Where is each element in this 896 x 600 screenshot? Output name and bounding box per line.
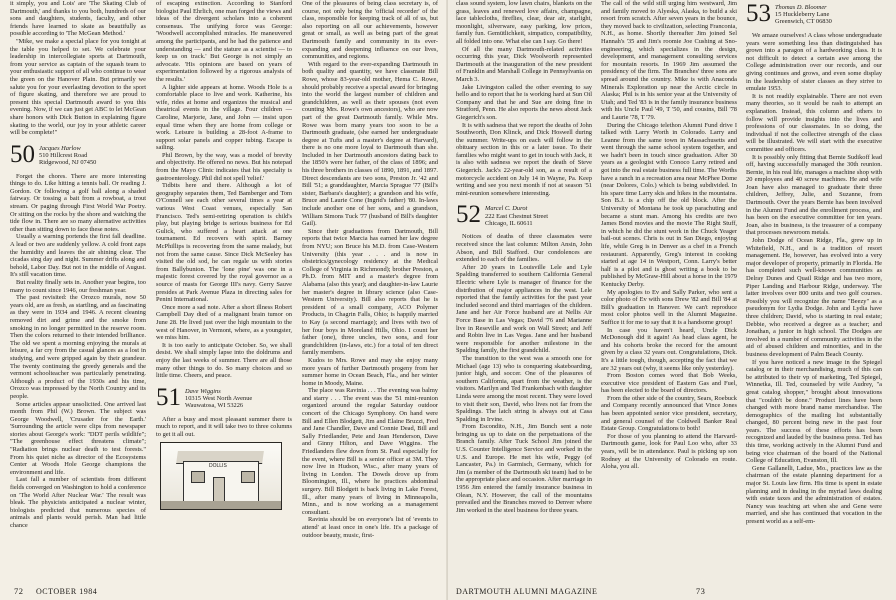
class-heading-52 — [456, 203, 592, 227]
paragraph: Some articles appear unsolicited. One arrived last month from Phil (W.) Brown. The subject was George Woodwell, 'Crusader for the Earth.' 'Surrounding the article were clips from newspaper stories about George's work: "DDT perils wildlife"; "The greenhouse effect threatens climate"; "Radiation brings nuclear death to test forests." From his quiet niche as director of the Ecosystems Center at Woods Hole George champions the environment and life. — [10, 400, 146, 476]
paragraph: John Dodge of Ocean Ridge, Fla., grew up in Whitefield, N.H., and is a tradition of resort management. He, however, has evolved into a very major developer of property, primarily in Florida. He has completed such well-known communities as Delray Dunes and Quail Ridge and has two more, Piper Landing and Harbour Ridge, underway. The latter involves over 800 units and two golf courses. Possibly you will recognize the name "Beezy" as a pseudonym for Lydia Dodge. John and Lydia have three children; David, who is starting in real estate; Debbie, who received a degree as a teacher; and Jonathan, a junior in high school. The Dodges are involved in a number of community activities in the aid of abused children and minorities, and in the business development of Palm Beach County. — [746, 237, 882, 358]
class-year: 53 — [746, 0, 771, 27]
class-secretary-info — [39, 143, 96, 167]
paragraph: If you have noticed a new image in the Spiegel catalog or in their merchandising, much of this can be attributed to their vp of marketing, Ted Spiegel, Winnetka, Ill. Ted, counseled by wife Audrey, "a great catalog shopper," brought about innovations that "couldn't be done." Product lines have been changed with more brand name merchandise. The demographics of the mailing list substantially changed, 80 percent being new in the past four years. The success of these efforts has been recognized and lauded by the business press. Ted has this time, working actively in the Alumni Fund and being vice chairman of the board of the National College of Education, Evanston, Ill. — [746, 358, 882, 465]
paragraph: The transition to the west was a smooth one for Michael (age 13) who is conquering skateboarding, junior high, and soccer. One of the pleasures of southern California, apart from the weather, is the visitors. Marilyn and Ted Frankenbach with daughter Linda were among the most recent. They were loved to visit their son, David, who lives not far from the Spaldings. The latch string is always out at Casa Spalding in Irvine. — [456, 354, 592, 423]
column-2 — [156, 0, 292, 582]
class-secretary-info — [775, 2, 832, 26]
paragraph: The place was Ravinia . . . The evening was balmy and starry . . . The event was the '51 mini-reunion organized around the regular Saturday outdoor concert of the Chicago Symphony. On hand were Bill and Ellen Blodgett, Jim and Elaine Bruzzi, Fred and Jane Chandler, Dave and Connie Dead, Bill and Sally Friedlander, Pete and Jean Henderson, Dave and Ginny Hilton, and Dave Wiggins. The Friedlanders flew down from St. Paul especially for the event, where Bill is a senior officer at 3M. They now live in Hudson, Wisc., after many years of living in London. The Dowds drove up from Bloomington, Ill., where he practices abdominal surgery. Bill Blodgett is back living in Lake Forest, Ill., after many years of living in Minneapolis, Minn., and is now working as a management consultant. — [302, 387, 438, 516]
column-6 — [746, 0, 882, 582]
paragraph: With regard to the ever-expanding Dartmouth in both quality and quantity, we have classmate Bill Rowe, whose 83-year-old mother, Hema C. Rowe, should probably receive a special award for bringing into the world the largest number of children and grandchildren, as well as their spouses (not even counting Mrs. Rowe's own ancestors), who are now part of the great Dartmouth family. While Mrs. Rowe was born many years too soon to be a Dartmouth graduate, (she earned her undergraduate degree at Tufts and a master's degree at Harvard), there is no one more loyal to Dartmouth than she. Included in her Dartmouth ancestors dating back to the 1850's were her father, of the class of 1896; and his three brothers in classes of 1890, 1891, and 1897. Direct descendants are two sons, Preston Jr. '42 and Bill '51; a granddaughter, Marcia Sprague '77 (Bill's sister, Barbara's daughter); a grandson and his wife, Bruce and Laurie Cone (Ingrid's father) '80. In-laws include another one of her sons, and a grandson, William Simons Tuck '77 (husband of Bill's daughter Gail). — [302, 60, 438, 228]
paragraph: From Boston comes word that Bob Weeks, executive vice president of Eastern Gas and Fuel, has been elected to the board of directors. — [601, 372, 737, 395]
paragraph: Of all the many Dartmouth-related activities occurring this year, Dick Woolworth represented Dartmouth at the inauguration of the new president of Franklin and Marshall College in Pennsylvania on March 3. — [456, 45, 592, 83]
class-photo — [160, 442, 282, 510]
secretary-name: Thomas D. Bloomer — [775, 4, 827, 11]
paragraph: After 20 years in Louisville Lele and Lyle Spalding transferred to southern California General Electric where Lyle is manager of finance for the distribution of major appliances in the west. Lele reported that the family activities for the past year included second and third marriages of the children. Jane and her Air Force husband are at Nellis Air Force Base in Las Vegas; David '76 and Marianne live in Reseville and work on Wall Street; and Jeff and Robin live in Las Vegas. Jane and her husband were responsible for another milestone in the Spalding family, the first grandchild. — [456, 263, 592, 355]
paragraph: Gene Gallanelli, Ladue, Mo., practices law as the chairman of the estate planning department for a major St. Louis law firm. His time is spent in estate planning and in dealing in the myriad laws dealing with estate taxes and the administration of estates. Nancy was teaching art when she and Gene were married, and she has continued that vocation in the present world as a self-em- — [746, 464, 882, 525]
secretary-name: Dave Wiggins — [185, 387, 221, 395]
secretary-address-line1: 222 East Chestnut Street — [485, 212, 549, 220]
paragraph: For those of you planning to attend the Harvard-Dartmouth game, look for Paul Loo who, after 33 years, will be in attendance. Paul is picking up son Rodney at the University of Colorado en route. Aloha, you all. — [601, 432, 737, 471]
magazine-title: DARTMOUTH ALUMNI MAGAZINE — [456, 587, 598, 596]
paragraph: Kudos to Mrs. Rowe and may she enjoy many more years of further Dartmouth progeny from her summer home in Ocean Beach, Fla., and her winter home in Moody, Maine. — [302, 356, 438, 387]
secretary-name: Marcel C. Durot — [485, 205, 528, 213]
paragraph: of escaping extinction. According to Stanford biologist Paul Ehrlich, one man forged the views and ideas of the divergent scholars into a coherent consensus. The unifying force was George: 'Woodwell accomplished miracles. He maneuvered among the participants, and he had the patience and understanding — and the stature as a scientist — to keep us on track.' But George is not simply an advocate. 'His opinions are based on years of experimentation followed by a rigorous analysis of the results.' — [156, 0, 292, 83]
class-heading-50 — [10, 140, 146, 168]
paragraph: From the other side of the country, Sears, Roebuck and Company recently announced that Vince Jones has been appointed senior vice president, secretary, and general counsel of the Coldwell Banker Real Estate Group. Congratulations to both! — [601, 394, 737, 433]
paragraph: class sound system, low lawn chairs, blankets on the grass, leaves and renewed love affairs, champagne, lace tablecloths, fireflies, clear, dear air, starlight, moonlight, silverware, easy parking, low prices, family fun. Gemütlichkeit, simpatico, compatibility, all folded into one. What else can I say. Go there! — [456, 0, 592, 45]
class-year: 50 — [10, 140, 35, 168]
paragraph: In case you haven't heard, Uncle Dick McDonough did it again! As head class agent, he and his cohorts broke the record for the amount given by a class 32 years out. Congratulations, Dick. It's a little tough, though, accepting the fact that we are 32 years out (why, it seems like only yesterday). — [601, 326, 737, 372]
paragraph: From Escondito, N.H., Jim Bunch sent a note bringing us up to date on the perpetuations of the Branch family. After Tuck School Jim joined the U.S. Counter Intelligence Service and worked in the U.S. and Europe. He met his wife, Peggy (of Lancaster, Pa.) in Garmisch, Germany, which for Jim (a member of the Dartmouth ski team) had to be the appropriate place and occasion. After marriage in 1956 Jim entered the family insurance business in Olean, N.Y. However, the call of the mountains prevailed and the Branches moved to Denver where Jim worked in the steel business for three years. — [456, 423, 592, 514]
paragraph: Since their graduations from Dartmouth, Bill reports that twice Marcia has earned her law degree from NYU; son Bruce his M.D. from Case-Western University (this year . . . and is now in obstetrics/gynecology residency at the Medical College of Virginia in Richmond); brother Preston, a Ph.D. from MIT and a master's degree from Alabama (also this year); and daughter-in-law Laurie her master's degree in library science (also Case-Western University). Bill also reports that he is president of a small company, ACO Polymer Products, in Chagrin Falls, Ohio; is happily married to Kay (a second marriage); and lives with two of her four boys in Moreland Hills, Ohio. I count her father (one), three uncles, two sons, and four grandchildren (in-laws, etc.) for a total of ten direct family members. — [302, 227, 438, 357]
right-page — [448, 0, 896, 600]
secretary-name: Jacques Harlow — [39, 144, 81, 152]
secretary-address-line1: 10315 West North Avenue — [185, 394, 253, 402]
class-heading-51 — [156, 383, 292, 411]
paragraph: Tidbits here and there. Although a lot of geography separates them, Ted Bamberger and Tom O'Connell see each other several times a year at various West Coast venues, especially San Francisco. Ted's semi-retiring operation is child's play, but playing bridge is serious business for Ed Gulick, who suffered a heart attack at one tournament. Ed recovers with spirit. Barney McPhillips is recovering from the same malady, but not from the same cause. Since Dick McSeeley has visited the old sod, he can regale us with stories from Ballybunion. The 'lone pine' was one in a majestic forest covered by the royal governor as a source of masts for George III's navy. Gerry Sauve presides at Park Avenue Plaza in directing sales for Penini International. — [156, 182, 292, 304]
paragraph: My apologies to Ev and Sally Parker, who sent a color photo of Ev with sons Drew '82 and Bill '84 at Bill's graduation in Hanover. We can't reproduce most color photos well in the Alumni Magazine. Suffice it for me to say that it is a handsome group! — [601, 288, 737, 326]
paragraph: Ravinia should be on everyone's list of 'events to attend' at least once in one's life. It's a package of outdoor beauty, music, first- — [302, 516, 438, 539]
column-4 — [456, 0, 592, 582]
paragraph: it simply, you and Lois' are 'The Skating Club of Dartmouth,' and thanks to you both, hundreds of our sons and daughters, students, faculty, and other friends have learned to skate as beautifully as possible according to 'The McGean Method.' — [10, 0, 146, 38]
paragraph: A lighter side appears at home. Woods Hole is a comfortable place to live and work. Katherine, his wife, rides at home and organizes the musical and theatrical events in the village. Four children — Caroline, Marjorie, Jane, and John — insist upon equal time when they are home from college or work. Leisure is building a 28-foot A-frame to support solar panels and copper tubing. Escape is sailing. — [156, 83, 292, 152]
paragraph: "Mike, we make a special place for you tonight at the table you helped to set. We celebrate your leadership in intercollegiate sports at Dartmouth, from your service as captain of the squash team to your enthusiastic support of all who continue to wear the green on the Hanover Plain. But primarily we salute you for your everlasting devotion to the sport of figure skating, and therefore we are proud to present this special Dartmouth award to you this evening. Now, if we can just get ABC to let McGean share honors with Dick Button in explaining figure skating to the world, our joy in your athletic career will be complete!" — [10, 37, 146, 137]
class-secretary-info — [185, 386, 252, 410]
photo-window — [241, 471, 255, 483]
left-page-footer — [14, 586, 97, 596]
class-year: 51 — [156, 383, 181, 411]
page-number: 72 — [14, 586, 24, 596]
paragraph: Usually a warning portends the first fall deadline. A lead or two are suddenly yellow. A cold front zaps the humidity and leaves the air shining clear. The cicadas sing day and night. Summer drifts along and behold, Labor Day. But not in the middle of August. It's still vacation time. — [10, 233, 146, 279]
secretary-address-line2: Wauwatosa, WI 53226 — [185, 402, 244, 410]
column-5 — [601, 0, 737, 582]
issue-date: OCTOBER 1984 — [36, 587, 98, 596]
paragraph: But reality finally sets in. Another year begins, too many to count since 1946, our freshman year. — [10, 279, 146, 294]
paragraph: It is not readily explainable. There are not even many theories, so it would be rash to attempt an explanation. Instead, this column and others to follow will provide insights into the lives and professions of our classmates. In so doing, the individual if not the collective strength of the class will be illustrated. We will start with the executive committee and officers. — [746, 92, 882, 153]
photo-door — [213, 477, 225, 503]
class-secretary-info — [485, 203, 548, 227]
paragraph: Phil Brown, by the way, was a model of brevity and objectivity. He offered no news. But his notepad from the Mayo Clinic indicates that his specialty is gastroenterology. Phil did not spell 'relief.' — [156, 151, 292, 182]
paragraph: Once more a sad note. After a short illness Robert Campbell Day died of a malignant brain tumor on June 28. He lived just over the high mountain to the west of Hanover, in Vermont, where, as a youngster, we miss him. — [156, 303, 292, 342]
secretary-address-line2: Ridgewood, NJ 07450 — [39, 159, 97, 167]
paragraph: The past revisited: the Orozco murals, now 50 years old, are as fresh, as startling, and as fascinating as they were in 1934 and 1946. A recent cleaning removed dirt and grime and the smoke from smoking in no longer permitted in the reserve room. Then the colors returned to their intended brilliance. The old we spent a morning enjoying the murals at leisure, a far cry from the casual glances as a lost in studying, and were gripped again by their grandeur. The twenty continuing the greedy generals and the vermont schoolteacher was particularly penetrating. Although a product of the 1930s and his time, Orozco was impressed by the North Country and its people. — [10, 294, 146, 400]
photo-sign-text: DOLLIS — [209, 463, 227, 470]
paragraph: After a busy and most pleasant summer there is much to report, and it will take two to three columns to get it all out. — [156, 415, 292, 438]
paragraph: It is possibly only fitting that Bernie Sudikoff lead off, having successfully managed the 30th reunion. Bernie, in his real life, manages a machine shop with 20 employees and 40 screw machines. He and wife Joan have also managed to graduate their three children, Jeffrey, Julie, and Suzanne, from Dartmouth. Over the years Bernie has been involved in the Alumni Fund and the enrollment process, and has been on the executive committee for ten years. Joan, also in business, is the treasurer of a company that processes newsroom metals. — [746, 153, 882, 237]
paragraph: During the Chicago telethon Alumni Fund drive I talked with Larry Worth in Colorado. Larry and Leanne from the same town in Massachusetts and went through the same school system together, and we hadn't been in touch since graduation. After 30 years as a geologist with Conoco Larry retired and got into the real estate business full time. The Worths have a ranch in a recreation area near McPhee Dome (near Dolores, Colo.) which is being subdivided. In his spare time Larry skis and hikes in the mountains. Son B.J. is a chip off the old block. After the University of Montana he took up parachuting and became a stunt man. Among his credits are two James Bond movies and the movie The Right Stuff, in which he did the stunt work in the Chuck Yeager bail-out scenes. Chris is out in San Diego, enjoying life, while Greg is in Denver as a chef in a French restaurant. Apparently, Greg's interest in cooking started at age 14 in Westport, Conn. Larry's better half is a pilot and is ghost writing a book to be published by McGraw-Hill about a horse in the 1979 Kentucky Derby. — [601, 121, 737, 288]
photo-ground — [161, 501, 281, 509]
secretary-address-line2: Greenwich, CT 06830 — [775, 18, 832, 26]
paragraph: It is with sadness that we report the deaths of John Southworth, Don Klinck, and Dick Hoswell during the summer. Write-ups on each will follow in the obituary section in this or a later issue. To their families who might want to get in touch with Jack, it is also with sadness we report the death of Steve Giegerich. Jack's 22-year-old son, as a result of a motorcycle accident on July 14 in Wayne, Pa. Keep writing and see you next month if not at season '51 mini-reunion somewhere interesting. — [456, 121, 592, 197]
paragraph: Forget the chores. There are more interesting things to do. Like hitting a tennis ball. Or reading J. Gordon. Or following a golf ball along a shaded fairway. Or tossing a bait from a rowboat, a trout stream. Or paging through First World War Poetry. Or sitting on the rocks by the shore and watching the tide flow in. There are so many alternative activities other than sitting down to face these notes. — [10, 172, 146, 233]
paragraph: The call of the wild still urging him westward, Jim and family moved to Alyeska, Alaska, to build a ski resort from scratch. After seven years in the bounce, they moved back to civilization, selecting Franconia, N.H., as home. Shortly thereafter Jim joined Sel Hannah's '35 and Jim's roomie Joe Cushing at Sno-engineering, which specializes in the design, development, and management consulting services for mountain resorts. In 1969 Jim assumed the presidency of the firm. The Branches' three sons are spread around the country. Mike is with Anaconda Minerals Exploration up near the Arctic circle in Alaska; Phil is in his senior year at the University of Utah; and Ted '83 is in the family insurance business with his Uncle Paul '49, T '50, and cousins, Bill '78 and Laurie '78, T '79. — [601, 0, 737, 121]
secretary-address-line1: 510 Hillcrest Road — [39, 151, 88, 159]
class-heading-53 — [746, 2, 882, 26]
paragraph: Notices of deaths of three classmates were received since the last column: Milton Ansin, John Abson, and Bill Stafford. Our condolences are extended to each of the families. — [456, 233, 592, 264]
right-page-footer — [456, 586, 705, 596]
page-number: 73 — [695, 586, 706, 596]
paragraph: It is too early to anticipate October. So, we shall desist. We shall simply lapse into the doldrums and enjoy the last weeks of summer. There are all those many other things to do. So many choices and so little time. Cheers, and peace. — [156, 341, 292, 380]
column-1 — [10, 0, 146, 582]
column-3 — [302, 0, 438, 582]
class-year: 52 — [456, 201, 481, 229]
photo-window — [191, 471, 205, 483]
paragraph: One of the pleasures of being class secretary is, of course, not only being the 'official recorder' of the class, responsible for keeping track of all of us, but also reporting on all our achievements, however great or small, as well as being part of the great Dartmouth family and community in its ever-expanding and deepening influence on our lives, communities, and regions. — [302, 0, 438, 61]
paragraph: Last fall a number of scientists from different fields converged on Washington to hold a conference on 'The World After Nuclear War.' The result was bleak. The physicists anticipated a nuclear winter, biologists predicted that numerous species of animals and plants would perish. Man had little chance — [10, 476, 146, 529]
secretary-address-line1: 15 Huckleberry Lane — [775, 11, 830, 19]
paragraph: Jake Livingston called the other evening to say hello and to report that he is working hard at Sun Oil Company and that he and Sue are doing fine in Stratford, Penn. He also reports the news about Jack Giegerich's son. — [456, 83, 592, 121]
paragraph: We amaze ourselves! A class whose undergraduate years were something less than distinguished has grown into a paragon of a hardworking class. It is not difficult to detect a certain awe among the College administration over our records, and our giving continues and grows, and even some display in the leadership of sister classes as they strive to emulate 1953. — [746, 32, 882, 93]
secretary-address-line2: Chicago, IL 60611 — [485, 219, 533, 227]
